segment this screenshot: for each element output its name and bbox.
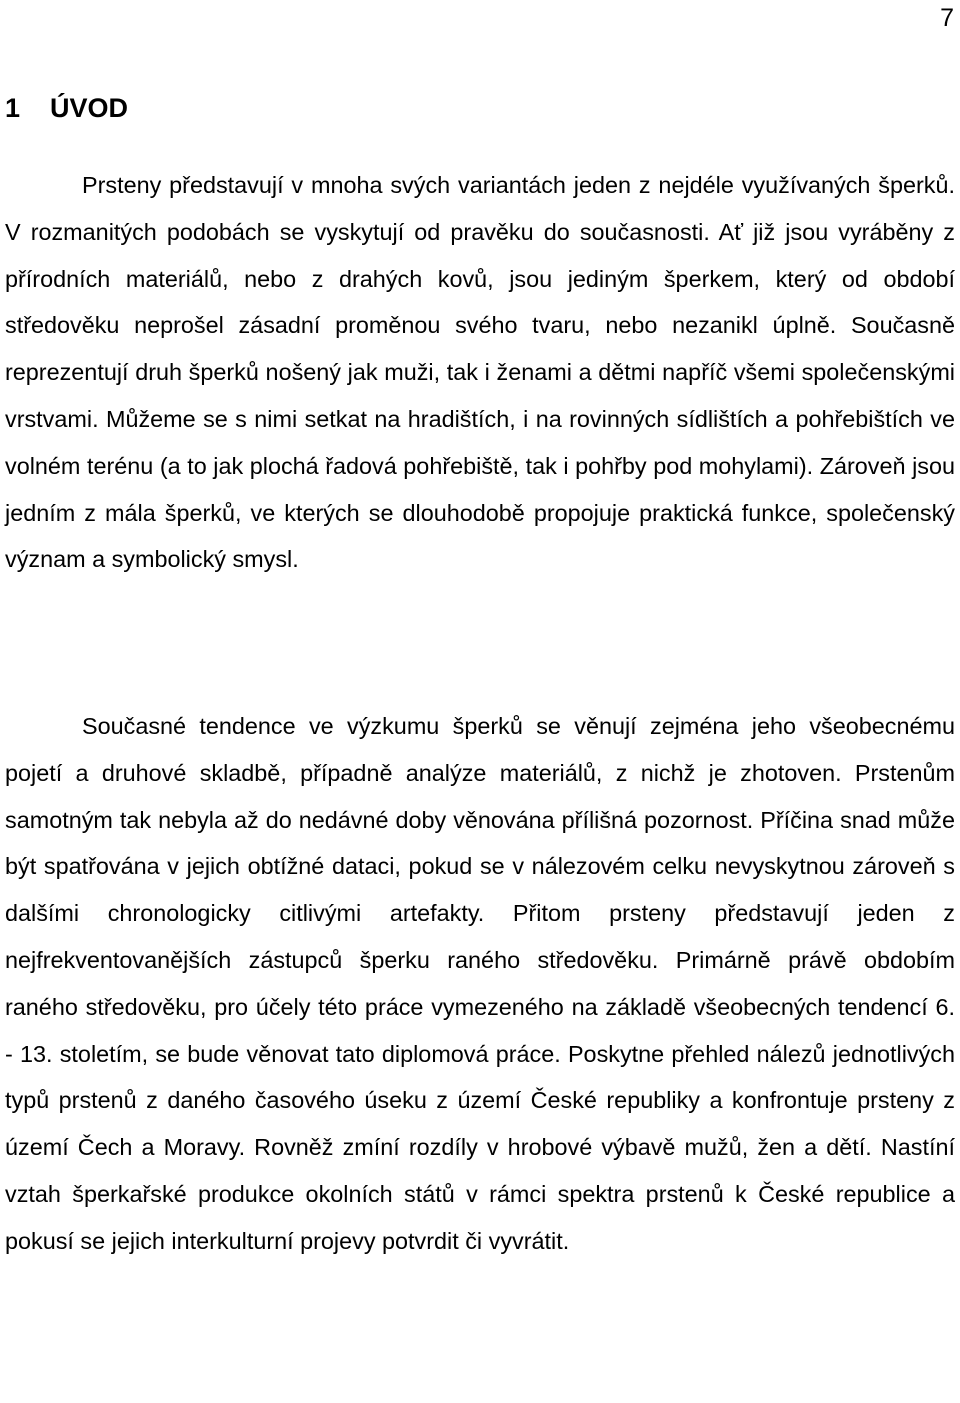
chapter-number: 1 [5, 93, 21, 123]
chapter-title: ÚVOD [50, 93, 129, 123]
chapter-heading [5, 88, 128, 128]
body-paragraph-2: Současné tendence ve výzkumu šperků se věnují zejména jeho všeobecnému pojetí a druhové skladbě, případně analýze materiálů, z nichž je zhotoven. Prstenům samotným tak nebyla až do nedávné doby věnována přílišná pozornost. Příčina snad může být spatřována v jejich obtížné dataci, pokud se v nálezovém celku nevyskytnou zároveň s dalšími chronologicky citlivými artefakty. Přitom prsteny představují jeden z nejfrekventovanějších zástupců šperku raného středověku. Primárně právě obdobím raného středověku, pro účely této práce vymezeného na základě všeobecných tendencí 6. - 13. stoletím, se bude věnovat tato diplomová práce. Poskytne přehled nálezů jednotlivých typů prstenů z daného časového úseku z území České republiky a konfrontuje prsteny z území Čech a Moravy. Rovněž zmíní rozdíly v hrobové výbavě mužů, žen a dětí. Nastíní vztah šperkařské produkce okolních států v rámci spektra prstenů k České republice a pokusí se jejich interkulturní projevy potvrdit či vyvrátit. [5, 713, 955, 1254]
page-number: 7 [940, 4, 954, 32]
body-paragraph-1: Prsteny představují v mnoha svých variantách jeden z nejdéle využívaných šperků. V rozmanitých podobách se vyskytují od pravěku do současnosti. Ať již jsou vyráběny z přírodních materiálů, nebo z drahých kovů, jsou jediným šperkem, který od období středověku neprošel zásadní proměnou svého tvaru, nebo nezanikl úplně. Současně reprezentují druh šperků nošený jak muži, tak i ženami a dětmi napříč všemi společenskými vrstvami. Můžeme se s nimi setkat na hradištích, i na rovinných sídlištích a pohřebištích ve volném terénu (a to jak plochá řadová pohřebiště, tak i pohřby pod mohylami). Zároveň jsou jedním z mála šperků, ve kterých se dlouhodobě propojuje praktická funkce, společenský význam a symbolický smysl. [5, 172, 955, 573]
